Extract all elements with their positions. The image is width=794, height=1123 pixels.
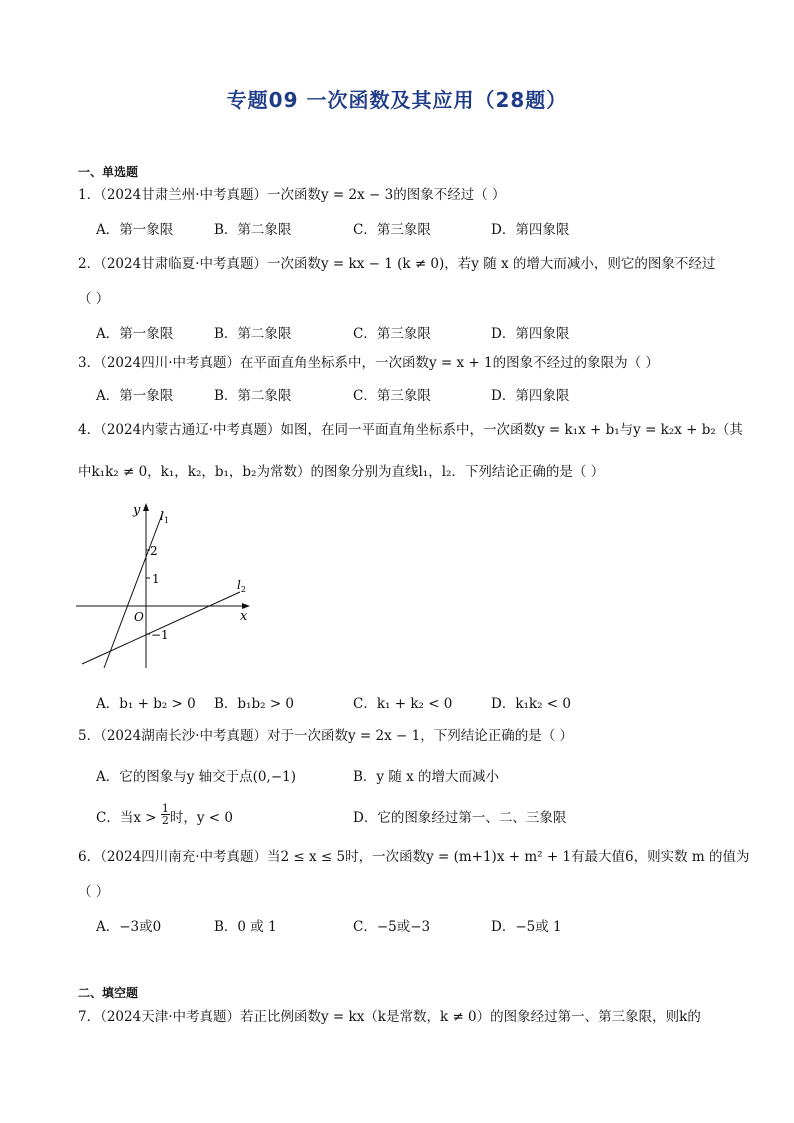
q4-option-c[interactable]: C．k₁ + k₂ < 0 — [353, 696, 453, 712]
q4-option-a[interactable]: A．b₁ + b₂ > 0 — [96, 696, 196, 712]
page-title: 专题09 一次函数及其应用（28题） — [226, 88, 568, 112]
q1-option-b[interactable]: B．第二象限 — [214, 222, 292, 238]
q6-option-d[interactable]: D．−5或 1 — [491, 919, 562, 935]
q6-option-c[interactable]: C．−5或−3 — [353, 919, 431, 935]
l2-label: $l_2$ — [237, 578, 246, 594]
fraction-numerator: 1 — [161, 802, 169, 815]
q4-option-b[interactable]: B．b₁b₂ > 0 — [214, 696, 295, 712]
q5-option-c-fraction — [161, 803, 170, 826]
question-5-stem: 5．（2024湖南长沙·中考真题）对于一次函数y = 2x − 1，下列结论正确的是（ ） — [78, 728, 573, 744]
q3-option-a[interactable]: A．第一象限 — [96, 388, 174, 404]
tick-label-2: 2 — [150, 544, 158, 558]
q3-option-c[interactable]: C．第三象限 — [353, 388, 431, 404]
q1-option-c[interactable]: C．第三象限 — [353, 222, 431, 238]
q4-option-d[interactable]: D．k₁k₂ < 0 — [491, 696, 571, 712]
q2-option-c[interactable]: C．第三象限 — [353, 326, 431, 342]
q3-option-b[interactable]: B．第二象限 — [214, 388, 292, 404]
question-1-stem: 1．（2024甘肃兰州·中考真题）一次函数y = 2x − 3的图象不经过（ ） — [78, 187, 506, 203]
question-6-stem: 6．（2024四川南充·中考真题）当2 ≤ x ≤ 5时，一次函数y = (m+1)x + m² + 1有最大值6，则实数 m 的值为 — [78, 849, 750, 865]
q6-option-a[interactable]: A．−3或0 — [96, 919, 162, 935]
q1-option-a[interactable]: A．第一象限 — [96, 222, 174, 238]
line-l1 — [104, 512, 163, 668]
question-6-stem-cont: （ ） — [78, 884, 110, 900]
section-heading-fill-in: 二、填空题 — [78, 986, 139, 1000]
q5-option-c[interactable] — [96, 802, 233, 827]
question-4-stem-cont: 中k₁k₂ ≠ 0，k₁，k₂，b₁，b₂为常数）的图象分别为直线l₁，l₂．下列结论正确的是（ ） — [78, 464, 605, 480]
q5-option-d[interactable]: D．它的图象经过第一、二、三象限 — [353, 810, 567, 826]
tick-label-1: 1 — [152, 572, 160, 586]
question-2-stem: 2．（2024甘肃临夏·中考真题）一次函数y = kx − 1 (k ≠ 0)，若y 随 x 的增大而减小，则它的图象不经过 — [78, 256, 716, 272]
x-axis-label: x — [240, 609, 248, 624]
q6-option-b[interactable]: B．0 或 1 — [214, 919, 277, 935]
q5-option-b[interactable]: B．y 随 x 的增大而减小 — [353, 769, 500, 785]
question-7-stem: 7．（2024天津·中考真题）若正比例函数y = kx（k是常数，k ≠ 0）的图象经过第一、第三象限，则k的 — [78, 1009, 701, 1025]
y-axis-arrow — [143, 503, 149, 511]
l1-label: $l_1$ — [160, 509, 169, 525]
q2-option-d[interactable]: D．第四象限 — [491, 326, 570, 342]
section-heading-single-choice: 一、单选题 — [78, 165, 139, 179]
fraction-denominator: 2 — [161, 814, 169, 827]
q1-option-d[interactable]: D．第四象限 — [491, 222, 570, 238]
q5-option-a[interactable]: A．它的图象与y 轴交于点(0,−1) — [96, 769, 296, 785]
question-3-stem: 3．（2024四川·中考真题）在平面直角坐标系中，一次函数y = x + 1的图象不经过的象限为（ ） — [78, 355, 659, 371]
q2-option-b[interactable]: B．第二象限 — [214, 326, 292, 342]
y-axis-label: y — [133, 503, 141, 518]
origin-label: O — [134, 610, 144, 624]
q3-option-d[interactable]: D．第四象限 — [491, 388, 570, 404]
tick-label-minus1: −1 — [151, 628, 169, 642]
coordinate-graph — [70, 500, 270, 672]
q2-option-a[interactable]: A．第一象限 — [96, 326, 174, 342]
question-2-stem-cont: （ ） — [78, 291, 110, 307]
q5-option-c-prefix: C．当x > — [96, 810, 157, 826]
q5-option-c-suffix: 时，y < 0 — [169, 810, 233, 826]
question-4-stem: 4．（2024内蒙古通辽·中考真题）如图，在同一平面直角坐标系中，一次函数y = k₁x + b₁与y = k₂x + b₂（其 — [78, 422, 743, 438]
